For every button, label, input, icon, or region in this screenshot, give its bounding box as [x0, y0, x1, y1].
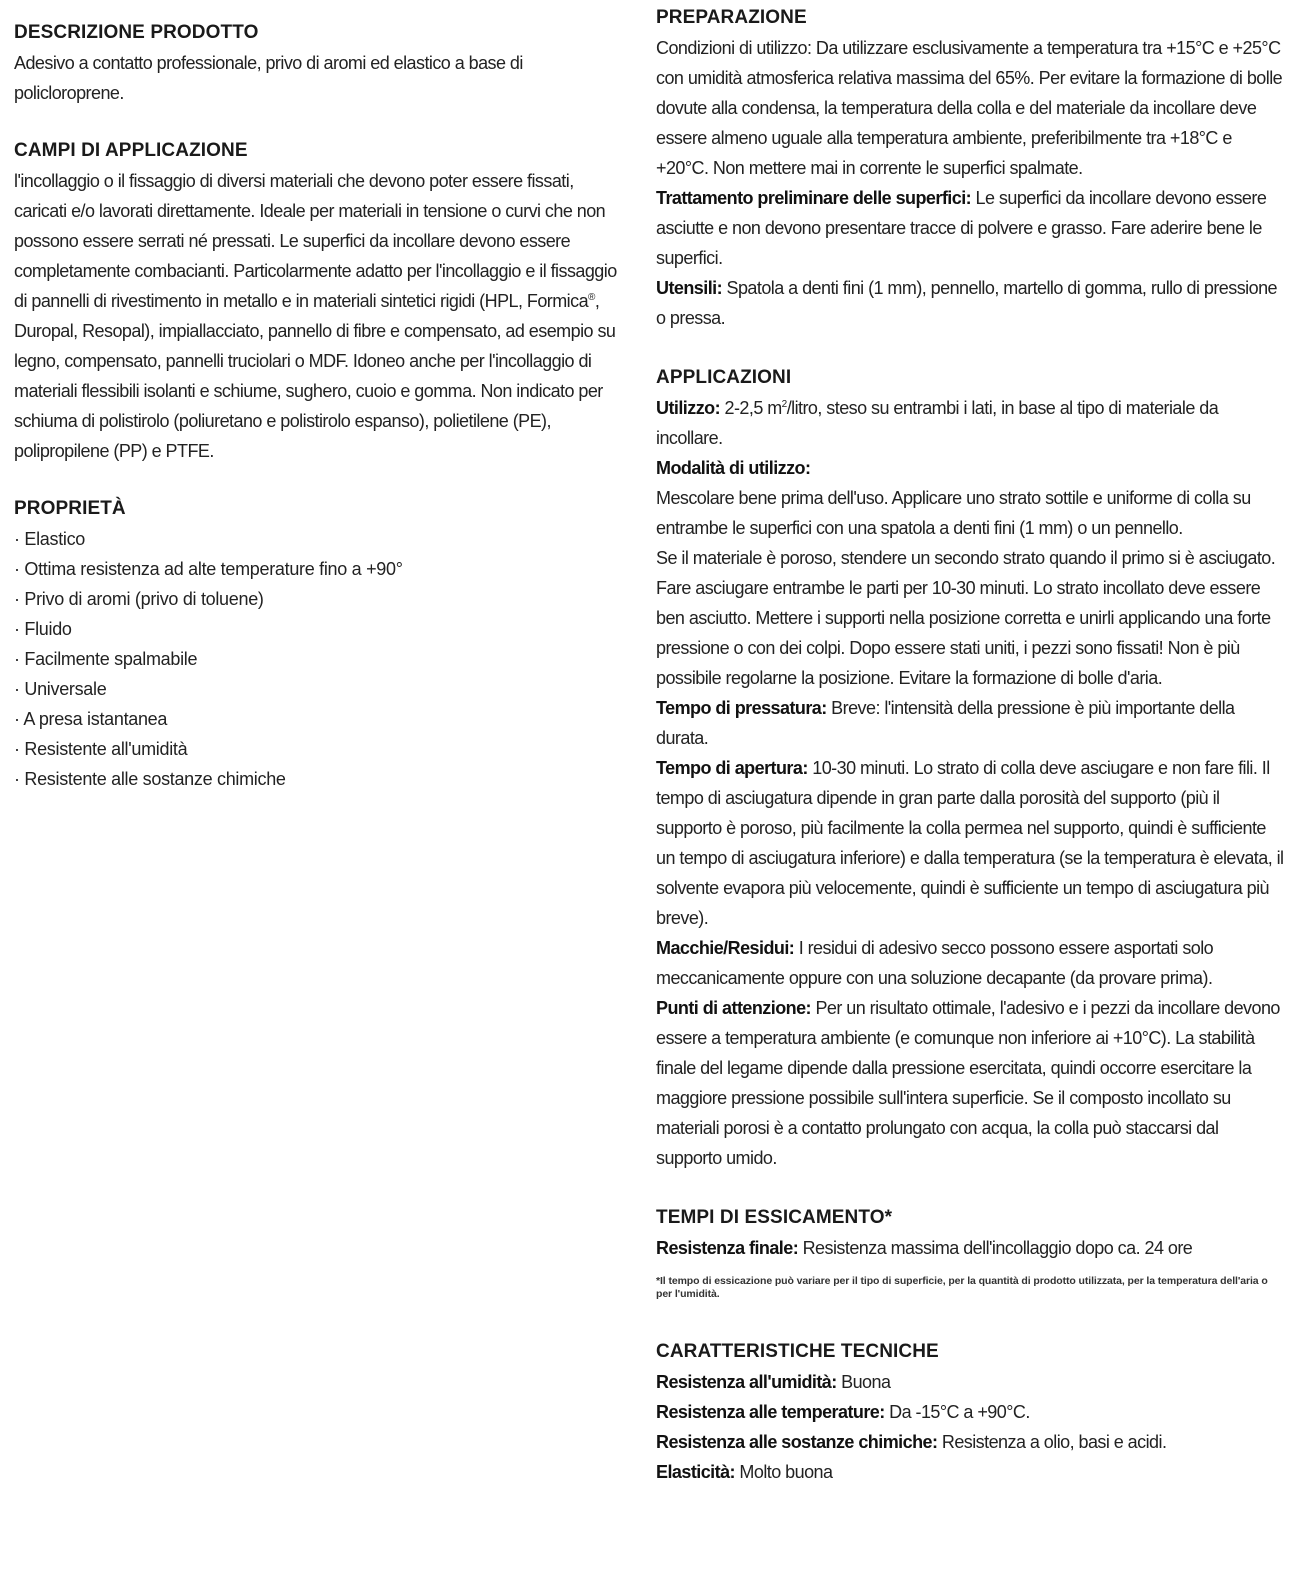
utilizzo-text: /litro, steso su entrambi i lati, in base al tipo di materiale da incollare.: [656, 398, 1219, 448]
utilizzo-paragraph: [656, 393, 1286, 453]
footnote: *Il tempo di essicazione può variare per il tipo di superficie, per la quantità di prodotto utilizzata, per la temperatura dell'aria o per l'umidità.: [656, 1275, 1268, 1300]
section-text: [14, 166, 629, 466]
section-descrizione: [14, 18, 629, 108]
utensili-label: Utensili:: [656, 278, 723, 298]
registered-mark: ®: [588, 292, 595, 303]
spacer: [14, 466, 629, 494]
spec-row: [656, 1427, 1286, 1457]
macchie-paragraph: [656, 933, 1286, 993]
resistenza-paragraph: [656, 1233, 1286, 1263]
list-item: · Facilmente spalmabile: [14, 649, 198, 669]
list-item: · Universale: [14, 679, 107, 699]
utilizzo-label: Utilizzo:: [656, 398, 721, 418]
section-tempi: [656, 1203, 1286, 1301]
spec-row: [656, 1367, 1286, 1397]
punti-text: Per un risultato ottimale, l'adesivo e i pezzi da incollare devono essere a temperatura ambiente (e comunque non inferiore ai +10°C). La stabilità finale del legame dipende dalla pressione esercitata, quindi occorre esercitare la maggiore pressione possibile sull'intera superficie. Se il composto incollato su materiali porosi è a contatto prolungato con acqua, la colla può staccarsi dal supporto umido.: [656, 998, 1280, 1168]
text-part: l'incollaggio o il fissaggio di diversi materiali che devono poter essere fissati, caricati e/o lavorati direttamente. Ideale per materiali in tensione o curvi che non possono essere serrati né pressati. Le superfici da incollare devono essere completamente combacianti. Particolarmente adatto per l'incollaggio e il fissaggio di pannelli di rivestimento in metallo e in materiali sintetici rigidi (HPL, Formica: [14, 171, 617, 311]
list-item: · Elastico: [14, 529, 86, 549]
spacer: [656, 1173, 1286, 1203]
trattamento-paragraph: [656, 183, 1286, 273]
spec-row: [656, 1397, 1286, 1427]
macchie-label: Macchie/Residui:: [656, 938, 795, 958]
utensili-text: Spatola a denti fini (1 mm), pennello, martello di gomma, rullo di pressione o pressa.: [656, 278, 1278, 328]
section-applicazioni: [656, 363, 1286, 1173]
spec-value: Da -15°C a +90°C.: [884, 1402, 1030, 1422]
section-text: Adesivo a contatto professionale, privo di aromi ed elastico a base di policloroprene.: [14, 53, 523, 103]
macchie-text: I residui di adesivo secco possono essere asportati solo meccanicamente oppure con una soluzione decapante (da provare prima).: [656, 938, 1214, 988]
utilizzo-text: 2-2,5 m: [720, 398, 782, 418]
trattamento-text: Le superfici da incollare devono essere asciutte e non devono presentare tracce di polvere e grasso. Fare aderire bene le superfici.: [656, 188, 1267, 268]
spec-row: [656, 1457, 1286, 1487]
spec-label: Resistenza alle temperature:: [656, 1402, 885, 1422]
section-title: TEMPI DI ESSICAMENTO*: [656, 1207, 893, 1228]
resistenza-text: Resistenza massima dell'incollaggio dopo ca. 24 ore: [798, 1238, 1193, 1258]
section-title: PREPARAZIONE: [656, 7, 807, 28]
section-proprieta: [14, 494, 629, 794]
pressatura-paragraph: [656, 693, 1286, 753]
condizioni-text: Condizioni di utilizzo: Da utilizzare esclusivamente a temperatura tra +15°C e +25°C con umidità atmosferica relativa massima del 65%. Per evitare la formazione di bolle dovute alla condensa, la temperatura della colla e del materiale da incollare deve essere almeno uguale alla temperatura ambiente, preferibilmente tra +18°C e +20°C. Non mettere mai in corrente le superfici spalmate.: [656, 38, 1283, 178]
section-title: DESCRIZIONE PRODOTTO: [14, 22, 259, 43]
spec-label: Resistenza alle sostanze chimiche:: [656, 1432, 938, 1452]
apertura-label: Tempo di apertura:: [656, 758, 808, 778]
section-title: PROPRIETÀ: [14, 498, 126, 519]
utensili-paragraph: [656, 273, 1286, 333]
pressatura-text: Breve: l'intensità della pressione è più importante della durata.: [656, 698, 1235, 748]
modalita-text-1: Mescolare bene prima dell'uso. Applicare uno strato sottile e uniforme di colla su entrambe le superfici con una spatola a denti fini (1 mm) o un pennello.: [656, 488, 1251, 538]
section-preparazione: [656, 3, 1286, 333]
punti-paragraph: [656, 993, 1286, 1173]
section-caratteristiche: [656, 1337, 1286, 1487]
spec-value: Molto buona: [734, 1462, 833, 1482]
list-item: · A presa istantanea: [14, 709, 168, 729]
spacer: [656, 1301, 1286, 1337]
modalita-label: Modalità di utilizzo:: [656, 458, 811, 478]
text-part: , Duropal, Resopal), impiallacciato, pannello di fibre e compensato, ad esempio su legno, compensato, pannelli truciolari o MDF. Idoneo anche per l'incollaggio di materiali flessibili isolanti e schiume, sughero, cuoio e gomma. Non indicato per schiuma di polistirolo (poliuretano e polistirolo espanso), polietilene (PE), polipropilene (PP) e PTFE.: [14, 291, 616, 461]
spec-label: Resistenza all'umidità:: [656, 1372, 837, 1392]
list-item: · Resistente alle sostanze chimiche: [14, 769, 286, 789]
superscript: 2: [781, 399, 787, 410]
list-item: · Resistente all'umidità: [14, 739, 188, 759]
spec-label: Elasticità:: [656, 1462, 735, 1482]
pressatura-label: Tempo di pressatura:: [656, 698, 827, 718]
list-item: · Ottima resistenza ad alte temperature fino a +90°: [14, 559, 403, 579]
spacer: [656, 333, 1286, 363]
left-column: [14, 18, 629, 794]
section-campi: [14, 136, 629, 466]
spec-value: Resistenza a olio, basi e acidi.: [937, 1432, 1167, 1452]
section-title: CAMPI DI APPLICAZIONE: [14, 140, 248, 161]
punti-label: Punti di attenzione:: [656, 998, 811, 1018]
apertura-text: 10-30 minuti. Lo strato di colla deve asciugare e non fare fili. Il tempo di asciugatura dipende in gran parte dalla porosità del supporto (più il supporto è poroso, più facilmente la colla permea nel supporto, quindi è sufficiente un tempo di asciugatura inferiore) e dalla temperatura (se la temperatura è elevata, il solvente evapora più velocemente, quindi è sufficiente un tempo di asciugatura più breve).: [656, 758, 1284, 928]
resistenza-label: Resistenza finale:: [656, 1238, 799, 1258]
spec-value: Buona: [836, 1372, 891, 1392]
section-title: CARATTERISTICHE TECNICHE: [656, 1341, 939, 1362]
right-column: [656, 3, 1286, 1487]
modalita-text-2: Se il materiale è poroso, stendere un secondo strato quando il primo si è asciugato. Fare asciugare entrambe le parti per 10-30 minuti. Lo strato incollato deve essere ben asciutto. Mettere i supporti nella posizione corretta e unirli applicando una forte pressione o con dei colpi. Dopo essere stati uniti, i pezzi sono fissati! Non è più possibile regolarne la posizione. Evitare la formazione di bolle d'aria.: [656, 548, 1276, 688]
modalita-paragraph: [656, 453, 1286, 483]
trattamento-label: Trattamento preliminare delle superfici:: [656, 188, 972, 208]
section-title: APPLICAZIONI: [656, 367, 792, 388]
list-item: · Privo di aromi (privo di toluene): [14, 589, 264, 609]
apertura-paragraph: [656, 753, 1286, 933]
spacer: [14, 108, 629, 136]
list-item: · Fluido: [14, 619, 72, 639]
